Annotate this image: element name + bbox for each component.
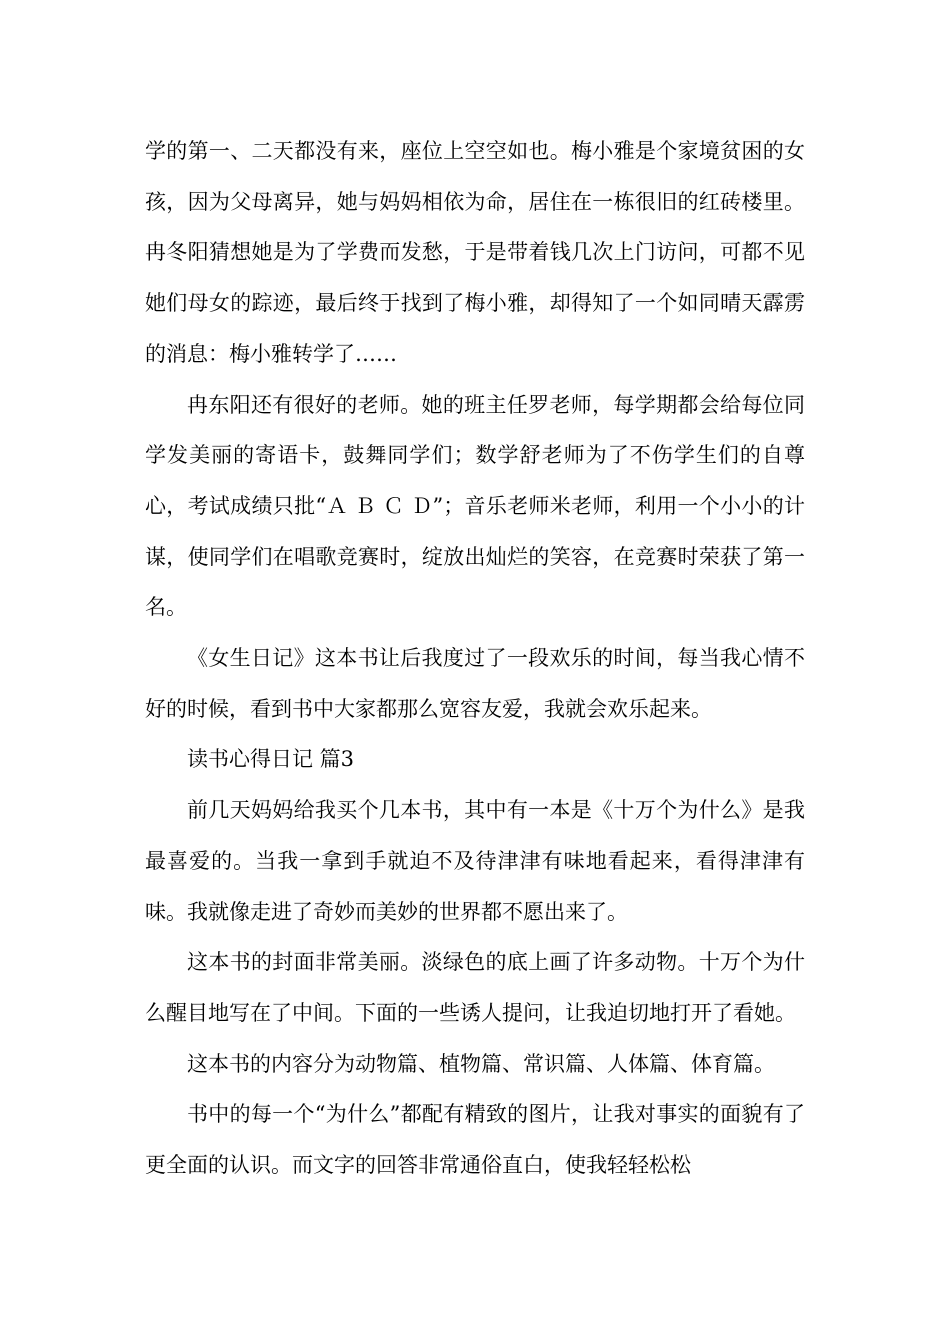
paragraph-1: 学的第一、二天都没有来，座位上空空如也。梅小雅是个家境贫困的女孩，因为父母离异，她与妈妈相依为命，居住在一栋很旧的红砖楼里。冉冬阳猜想她是为了学费而发愁，于是带着钱几次上门访问，可都不见她们母女的踪迹，最后终于找到了梅小雅，却得知了一个如同晴天霹雳的消息：梅小雅转学了…… — [145, 139, 805, 366]
paragraph-2: 冉东阳还有很好的老师。她的班主任罗老师，每学期都会给每位同学发美丽的寄语卡，鼓舞同学们；数学舒老师为了不伤学生们的自尊心，考试成绩只批“Ａ Ｂ Ｃ Ｄ”；音乐老师米老师，利用一个小小的计谋，使同学们在唱歌竞赛时，绽放出灿烂的笑容，在竞赛时荣获了第一名。 — [145, 392, 805, 620]
paragraph-4: 前几天妈妈给我买个几本书，其中有一本是《十万个为什么》是我最喜爱的。当我一拿到手就迫不及待津津有味地看起来，看得津津有味。我就像走进了奇妙而美妙的世界都不愿出来了。 — [145, 798, 805, 924]
paragraph-5: 这本书的封面非常美丽。淡绿色的底上画了许多动物。十万个为什么醒目地写在了中间。下面的一些诱人提问，让我迫切地打开了看她。 — [145, 950, 805, 1025]
paragraph-7: 书中的每一个“为什么”都配有精致的图片，让我对事实的面貌有了更全面的认识。而文字的回答非常通俗直白，使我轻轻松松 — [145, 1102, 805, 1178]
paragraph-3: 《女生日记》这本书让后我度过了一段欢乐的时间，每当我心情不好的时候，看到书中大家都那么宽容友爱，我就会欢乐起来。 — [145, 646, 805, 721]
section-heading: 读书心得日记 篇3 — [187, 747, 355, 772]
document-body — [145, 126, 805, 1191]
paragraph-6: 这本书的内容分为动物篇、植物篇、常识篇、人体篇、体育篇。 — [187, 1051, 775, 1076]
